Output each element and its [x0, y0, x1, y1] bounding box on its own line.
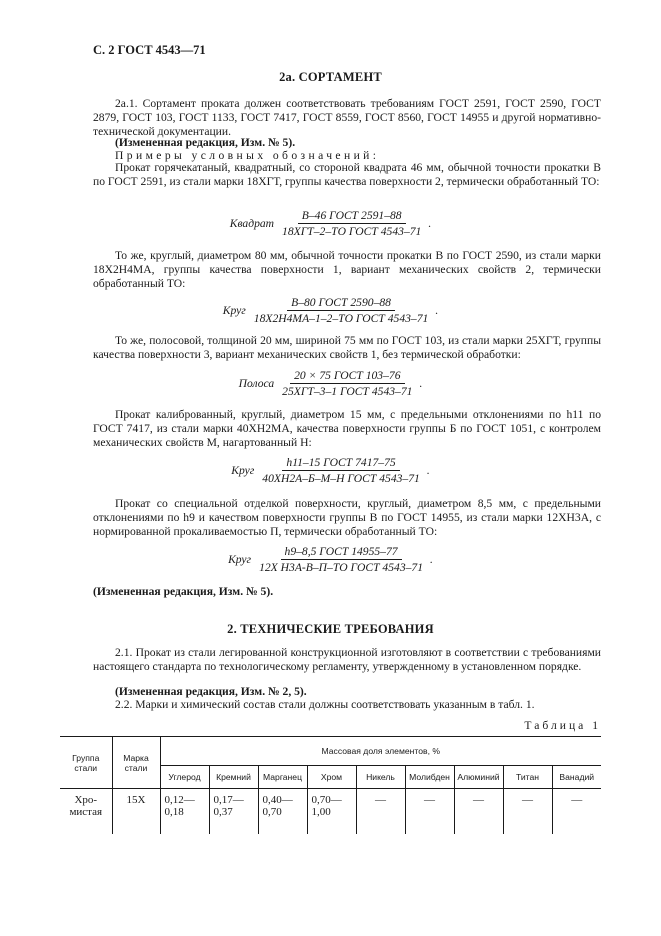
example-5-text: Прокат со специальной отделкой поверхности, круглый, диаметром 8,5 мм, с предельными отклонениями по h9 и качеством поверхности группы В по ГОСТ 14955, из стали марки 12ХН3А, с нормированной прокаливаемостью П, термически обработанный ТО:: [93, 497, 601, 539]
section-title-tech-req: 2. ТЕХНИЧЕСКИЕ ТРЕБОВАНИЯ: [227, 622, 434, 636]
example-2-text: То же, круглый, диаметром 80 мм, обычной точности прокатки В по ГОСТ 2590, из стали марки 18Х2Н4МА, группы качества поверхности 1, вариант механических свойств 2, термически обработанный ТО:: [93, 249, 601, 291]
header-carbon: Углерод: [160, 766, 209, 789]
header-molybdenum: Молибден: [405, 766, 454, 789]
cell-nickel: —: [356, 789, 405, 835]
cell-chromium: 0,70—1,00: [307, 789, 356, 835]
table-1: [60, 736, 601, 834]
header-mass-fraction: Массовая доля элементов, %: [160, 737, 601, 766]
cell-group: Хро-мистая: [69, 794, 103, 818]
formula-label: Квадрат: [229, 217, 275, 230]
formula-numerator: 20 × 75 ГОСТ 103–76: [290, 369, 404, 384]
paragraph-2a1: 2а.1. Сортамент проката должен соответствовать требованиям ГОСТ 2591, ГОСТ 2590, ГОСТ 2879, ГОСТ 103, ГОСТ 1133, ГОСТ 7417, ГОСТ 8559, ГОСТ 8560, ГОСТ 14955 и другой нормативно-технической документации.: [93, 97, 601, 139]
formula-numerator: h11–15 ГОСТ 7417–75: [282, 456, 399, 471]
examples-heading: Примеры условных обозначений:: [115, 149, 380, 162]
formula-fraction: [278, 369, 416, 398]
page-header: С. 2 ГОСТ 4543—71: [93, 43, 206, 57]
formula-fraction: [250, 296, 433, 325]
paragraph-2-2: 2.2. Марки и химический состав стали должны соответствовать указанным в табл. 1.: [115, 698, 535, 711]
formula-denominator: 18Х2Н4МА–1–2–ТО ГОСТ 4543–71: [253, 312, 429, 325]
cell-grade: 15Х: [112, 789, 160, 835]
formula-fraction: [255, 545, 427, 574]
formula-numerator: В–46 ГОСТ 2591–88: [298, 209, 406, 224]
cell-vanadium: —: [552, 789, 601, 835]
edit-note-1: (Измененная редакция, Изм. № 5).: [115, 136, 296, 149]
formula-end: .: [435, 304, 439, 317]
example-3-text: То же, полосовой, толщиной 20 мм, шириной 75 мм по ГОСТ 103, из стали марки 25ХГТ, группы качества поверхности 3, вариант механических свойств 1, без термической обработки:: [93, 334, 601, 362]
formula-end: .: [428, 217, 432, 230]
formula-round-1: [0, 296, 661, 325]
cell-aluminium: —: [454, 789, 503, 835]
formula-end: .: [419, 377, 423, 390]
cell-titanium: —: [503, 789, 552, 835]
table-row: [60, 789, 601, 835]
formula-numerator: В–80 ГОСТ 2590–88: [287, 296, 395, 311]
cell-molybdenum: —: [405, 789, 454, 835]
formula-label: Круг: [231, 464, 255, 477]
formula-fraction: [278, 209, 425, 238]
formula-square: [0, 209, 661, 238]
formula-denominator: 12Х Н3А-В–П–ТО ГОСТ 4543–71: [259, 561, 424, 574]
cell-manganese: 0,40—0,70: [258, 789, 307, 835]
formula-label: Полоса: [238, 377, 275, 390]
formula-denominator: 40ХН2А–Б–М–Н ГОСТ 4543–71: [262, 472, 420, 485]
header-nickel: Никель: [356, 766, 405, 789]
formula-label: Круг: [228, 553, 252, 566]
example-4-text: Прокат калиброванный, круглый, диаметром 15 мм, с предельными отклонениями по h11 по ГОСТ 7417, из стали марки 40ХН2МА, качества поверхности группы Б по ГОСТ 1051, с контролем механических свойств М, нагартованный Н:: [93, 408, 601, 450]
header-steel-group: Группа стали: [60, 737, 112, 789]
formula-round-3: [0, 545, 661, 574]
formula-strip: [0, 369, 661, 398]
header-manganese: Марганец: [258, 766, 307, 789]
formula-fraction: [258, 456, 424, 485]
header-vanadium: Ванадий: [552, 766, 601, 789]
formula-numerator: h9–8,5 ГОСТ 14955–77: [281, 545, 402, 560]
formula-end: .: [430, 553, 433, 566]
formula-end: .: [426, 464, 430, 477]
header-silicon: Кремний: [209, 766, 258, 789]
cell-silicon: 0,17—0,37: [209, 789, 258, 835]
formula-round-2: [0, 456, 661, 485]
header-titanium: Титан: [503, 766, 552, 789]
header-aluminium: Алюминий: [454, 766, 503, 789]
formula-denominator: 25ХГТ–3–1 ГОСТ 4543–71: [282, 385, 413, 398]
example-1-text: Прокат горячекатаный, квадратный, со стороной квадрата 46 мм, обычной точности прокатки В по ГОСТ 2591, из стали марки 18ХГТ, группы качества поверхности 2, термически обработанный ТО:: [93, 161, 601, 189]
header-steel-grade: Марка стали: [112, 737, 160, 789]
formula-denominator: 18ХГТ–2–ТО ГОСТ 4543–71: [282, 225, 422, 238]
formula-label: Круг: [222, 304, 246, 317]
table-caption: Таблица 1: [524, 719, 601, 732]
cell-carbon: 0,12—0,18: [160, 789, 209, 835]
section-title-assortment: 2а. СОРТАМЕНТ: [279, 70, 382, 84]
paragraph-2-1: 2.1. Прокат из стали легированной конструкционной изготовляют в соответствии с требованиями настоящего стандарта по технологическому регламенту, утвержденному в установленном порядке.: [93, 646, 601, 674]
edit-note-2: (Измененная редакция, Изм. № 5).: [93, 585, 274, 598]
edit-note-3: (Измененная редакция, Изм. № 2, 5).: [115, 685, 307, 698]
header-chromium: Хром: [307, 766, 356, 789]
